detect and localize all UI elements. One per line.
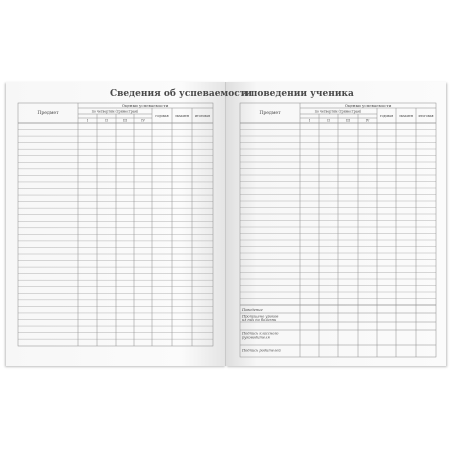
right-col-exam: экзамен xyxy=(399,114,413,118)
row-behavior: Поведение xyxy=(242,308,263,312)
left-quarter-1: I xyxy=(86,118,89,123)
right-quarter-2: II xyxy=(327,118,330,123)
left-subject-header: Предмет xyxy=(37,111,59,116)
left-quarters-header: по четвертям (триместрам) xyxy=(91,109,139,114)
right-col-annual: годовая xyxy=(379,114,394,118)
right-col-final: итоговая xyxy=(418,114,434,118)
right-page-title: и поведении ученика xyxy=(241,89,354,99)
left-col-annual: годовая xyxy=(155,114,169,118)
right-subject-header: Предмет xyxy=(259,111,281,116)
right-quarters-header: по четвертям (триместрам) xyxy=(314,109,362,114)
right-quarter-4: IV xyxy=(365,118,370,123)
row-parent-signature: Подпись родителей xyxy=(242,348,281,353)
row-teacher-signature: Подпись классного xyxy=(242,331,279,336)
row-teacher-signature-2: руководителя xyxy=(242,335,270,340)
right-quarter-3: III xyxy=(346,118,350,123)
left-col-exam: экзамен xyxy=(175,114,189,118)
row-missed-illness: из них по болезни xyxy=(242,318,277,323)
left-grades-header: Оценки успеваемости xyxy=(121,103,169,108)
row-missed-lessons: Пропущено уроков xyxy=(242,314,279,319)
left-quarter-2: II xyxy=(105,118,108,123)
right-grades-header: Оценки успеваемости xyxy=(344,103,392,108)
left-page-title: Сведения об успеваемости xyxy=(110,89,252,99)
left-quarter-4: IV xyxy=(141,118,145,123)
left-col-final: итоговая xyxy=(194,114,211,118)
left-quarter-3: III xyxy=(123,118,127,123)
right-quarter-1: I xyxy=(308,118,311,123)
